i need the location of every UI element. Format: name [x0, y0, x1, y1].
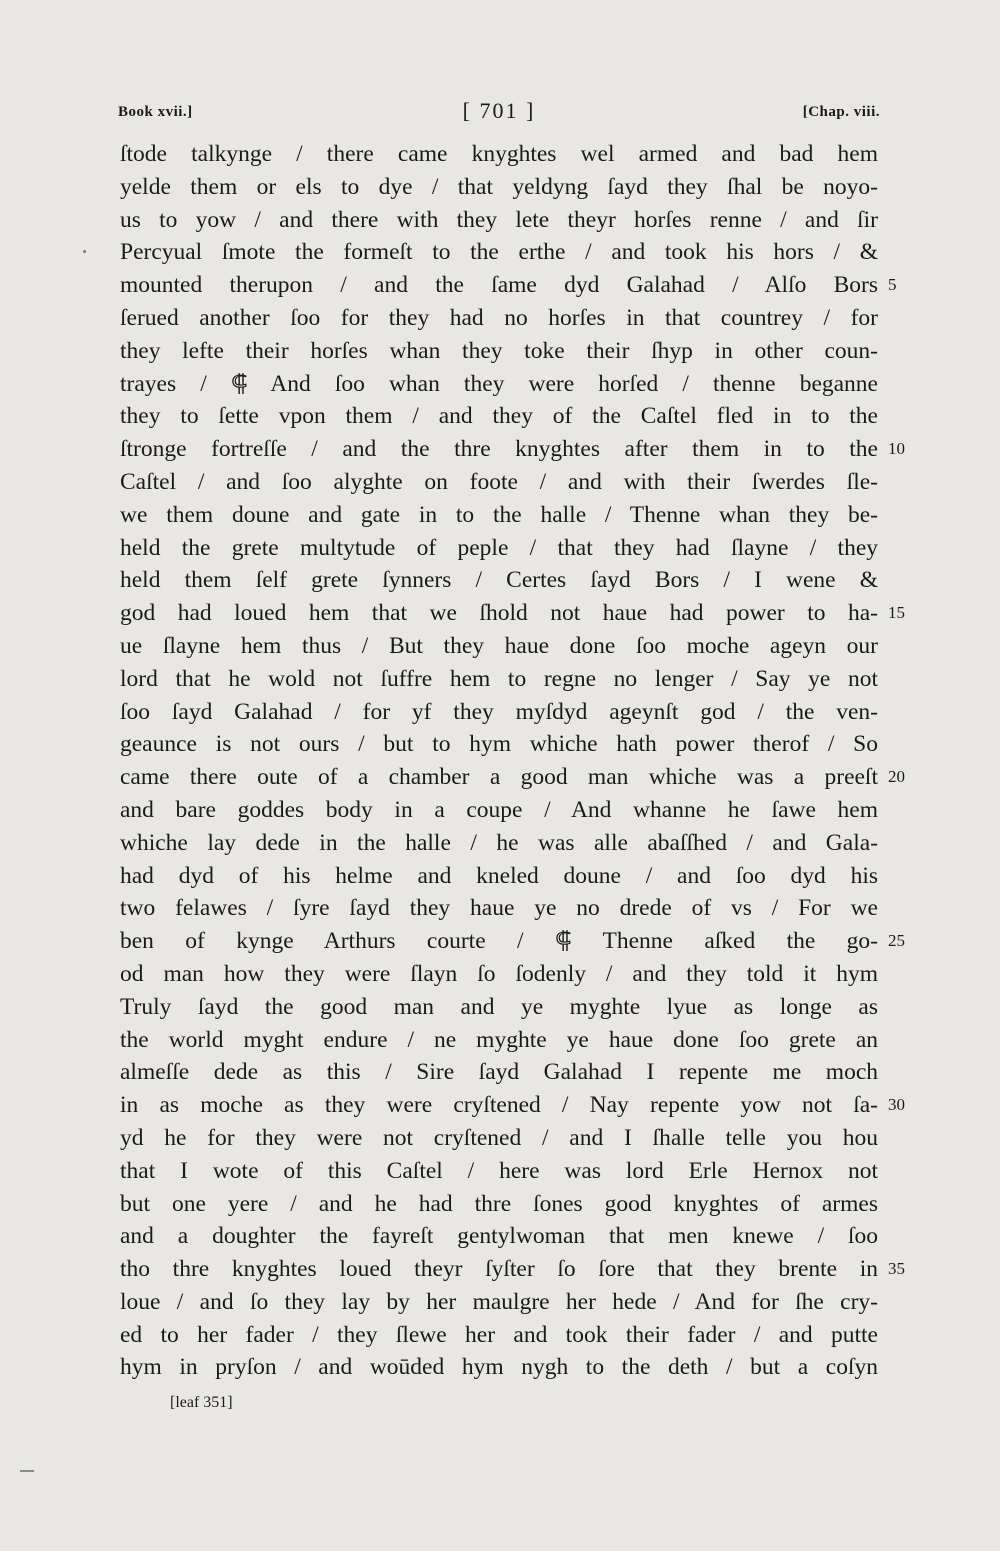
- text-line: [120, 171, 878, 204]
- text-line-content: geaunce is not ours / but to hym whiche hath power therof / So: [120, 731, 878, 758]
- text-line: [120, 696, 878, 729]
- running-head: [118, 98, 880, 128]
- line-number: 15: [888, 603, 905, 623]
- text-line: [120, 400, 878, 433]
- text-line: [120, 663, 878, 696]
- text-line-content: almeſſe dede as this / Sire ſayd Galahad I repente me moch: [120, 1059, 878, 1086]
- text-line: [120, 532, 878, 565]
- text-line: [120, 368, 878, 401]
- book-number-label: Book xvii.]: [118, 104, 193, 120]
- text-line: [120, 1351, 878, 1384]
- text-line-content: held the grete multytude of peple / that they had ſlayne / they: [120, 534, 878, 561]
- line-number: 5: [888, 275, 897, 295]
- text-line: [120, 564, 878, 597]
- text-line-content: that I wote of this Caſtel / here was lord Erle Hernox not: [120, 1157, 878, 1184]
- text-line: [120, 1253, 905, 1286]
- text-line: [120, 925, 905, 958]
- text-line-content: god had loued hem that we ſhold not haue had power to ha-: [120, 600, 878, 627]
- text-line: [120, 892, 878, 925]
- text-line-content: and bare goddes body in a coupe / And whanne he ſawe hem: [120, 796, 878, 823]
- text-line: [120, 204, 878, 237]
- text-line-content: Truly ſayd the good man and ye myghte lyue as longe as: [120, 993, 878, 1020]
- text-line-content: tho thre knyghtes loued theyr ſyſter ſo ſore that they brente in: [120, 1256, 878, 1283]
- text-line-content: ben of kynge Arthurs courte / ⸿ Thenne aſked the go-: [120, 928, 878, 955]
- text-line-content: ue ſlayne hem thus / But they haue done ſoo moche ageyn our: [120, 632, 878, 659]
- text-line-content: lord that he wold not ſuffre hem to regne no lenger / Say ye not: [120, 665, 878, 692]
- text-line-content: we them doune and gate in to the halle / Thenne whan they be-: [120, 501, 878, 528]
- page-edge-mark: [20, 1470, 34, 1472]
- text-line-content: had dyd of his helme and kneled doune / and ſoo dyd his: [120, 862, 878, 889]
- text-line: [120, 1155, 878, 1188]
- text-line-content: trayes / ⸿ And ſoo whan they were horſed / thenne beganne: [120, 370, 878, 397]
- text-line: [120, 597, 905, 630]
- text-line: [120, 269, 897, 302]
- text-line-content: loue / and ſo they lay by her maulgre her hede / And for ſhe cry-: [120, 1288, 878, 1315]
- text-line: [120, 1122, 878, 1155]
- text-line-content: two felawes / ſyre ſayd they haue ye no drede of vs / For we: [120, 895, 878, 922]
- text-line: [120, 991, 878, 1024]
- line-number: 20: [888, 767, 905, 787]
- text-line: [120, 466, 878, 499]
- text-line-content: they lefte their horſes whan they toke their ſhyp in other coun-: [120, 337, 878, 364]
- text-line-content: us to yow / and there with they lete theyr horſes renne / and ſir: [120, 206, 878, 233]
- text-line: [120, 1220, 878, 1253]
- body-text: [120, 138, 905, 1384]
- text-line-content: held them ſelf grete ſynners / Certes ſayd Bors / I wene &: [120, 567, 878, 594]
- text-line: [120, 499, 878, 532]
- text-line-content: and a doughter the fayreſt gentylwoman that men knewe / ſoo: [120, 1223, 878, 1250]
- text-line: [120, 958, 878, 991]
- text-line-content: but one yere / and he had thre ſones good knyghtes of armes: [120, 1190, 878, 1217]
- text-line: [120, 236, 878, 269]
- text-line-content: ed to her fader / they ſlewe her and took their fader / and putte: [120, 1321, 878, 1348]
- text-line-content: mounted therupon / and the ſame dyd Galahad / Alſo Bors: [120, 272, 878, 299]
- text-line-content: came there oute of a chamber a good man whiche was a preeſt: [120, 764, 878, 791]
- text-line-content: whiche lay dede in the halle / he was alle abaſſhed / and Gala-: [120, 829, 878, 856]
- text-line: [120, 860, 878, 893]
- line-number: 10: [888, 439, 905, 459]
- text-line-content: hym in pryſon / and woūded hym nygh to the deth / but a coſyn: [120, 1354, 878, 1381]
- text-line-content: Caſtel / and ſoo alyghte on foote / and with their ſwerdes ſle-: [120, 468, 878, 495]
- line-number: 30: [888, 1095, 905, 1115]
- text-line-content: in as moche as they were cryſtened / Nay repente yow not ſa-: [120, 1092, 878, 1119]
- text-line-content: od man how they were ſlayn ſo ſodenly / and they told it hym: [120, 960, 878, 987]
- text-line: [120, 1056, 878, 1089]
- text-line: [120, 827, 878, 860]
- text-line: [120, 630, 878, 663]
- text-line: [120, 1188, 878, 1221]
- text-line: [120, 1089, 905, 1122]
- text-line: [120, 138, 878, 171]
- text-line-content: ſoo ſayd Galahad / for yf they myſdyd ageynſt god / the ven-: [120, 698, 878, 725]
- text-line: [120, 728, 878, 761]
- text-line: [120, 761, 905, 794]
- leaf-note: [leaf 351]: [170, 1394, 233, 1411]
- text-line-content: ſtronge fortreſſe / and the thre knyghtes after them in to the: [120, 436, 878, 463]
- page-number: [ 701 ]: [462, 98, 536, 123]
- text-line-content: the world myght endure / ne myghte ye haue done ſoo grete an: [120, 1026, 878, 1053]
- text-line-content: ſtode talkynge / there came knyghtes wel armed and bad hem: [120, 141, 878, 167]
- chapter-label: [Chap. viii.: [802, 104, 880, 120]
- text-line: [120, 302, 878, 335]
- text-line: [120, 1319, 878, 1352]
- text-line: [120, 335, 878, 368]
- text-line: [120, 794, 878, 827]
- text-line-content: ſerued another ſoo for they had no horſes in that countrey / for: [120, 304, 878, 331]
- line-number: 25: [888, 931, 905, 951]
- page-speck: [83, 250, 86, 253]
- text-line-content: yd he for they were not cryſtened / and I ſhalle telle you hou: [120, 1124, 878, 1151]
- text-line-content: Percyual ſmote the formeſt to the erthe / and took his hors / &: [120, 239, 878, 266]
- line-number: 35: [888, 1259, 905, 1279]
- text-line: [120, 1024, 878, 1057]
- text-line: [120, 433, 905, 466]
- text-line-content: yelde them or els to dye / that yeldyng ſayd they ſhal be noyo-: [120, 173, 878, 200]
- text-line-content: they to ſette vpon them / and they of the Caſtel fled in to the: [120, 403, 878, 430]
- text-line: [120, 1286, 878, 1319]
